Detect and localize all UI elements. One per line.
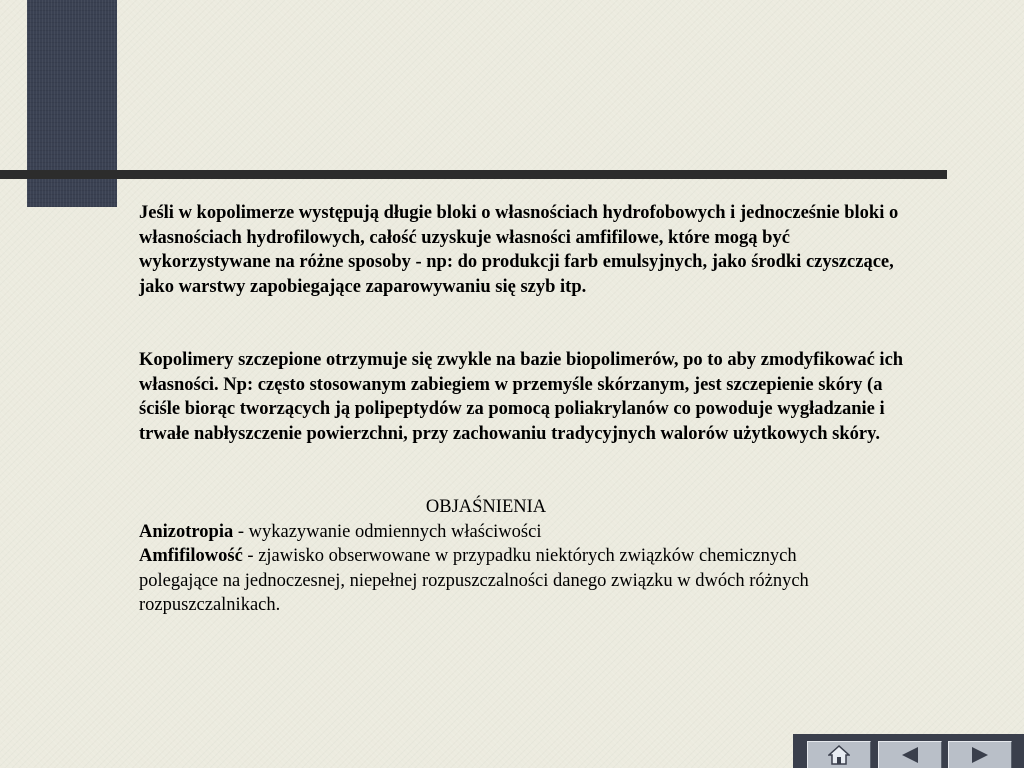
paragraph-amphiphilic-copolymers: Jeśli w kopolimerze występują długie bloki o własnościach hydrofobowych i jednocześnie bloki o własnościach hydrofilowych, całość uzyskuje własności amfifilowe, które mogą być wykorzystywane na różne sposoby - np: do produkcji farb emulsyjnych, jako środki czyszczące, jako warstwy zapobiegające zaparowywaniu się szyb itp. xyxy=(139,203,899,297)
explanations-heading: OBJAŚNIENIA xyxy=(425,497,547,517)
home-button[interactable] xyxy=(807,741,871,768)
triangle-left-icon xyxy=(900,745,920,765)
triangle-right-icon xyxy=(970,745,990,765)
explanation-item-anisotropy xyxy=(139,520,919,545)
paragraph-graft-copolymers: Kopolimery szczepione otrzymuje się zwykle na bazie biopolimerów, po to aby zmodyfikować ich własności. Np: często stosowanym zabiegiem w przemyśle skórzanym, jest szczepienie skóry (a ściśle biorąc tworzących ją polipeptydów za pomocą poliakrylanów co powoduje wygładzanie i trwałe nabłyszczenie powierzchni, przy zachowaniu tradycyjnych walorów użytkowych skóry. xyxy=(139,350,904,444)
next-slide-button[interactable] xyxy=(948,741,1012,768)
explanation-item-amphiphilicity xyxy=(139,544,829,618)
explanations-section xyxy=(139,495,919,618)
horizontal-rule xyxy=(0,170,947,179)
slide-content xyxy=(139,201,919,618)
explanation-definition: - wykazywanie odmiennych właściwości xyxy=(233,521,542,542)
home-icon xyxy=(828,745,850,765)
previous-slide-button[interactable] xyxy=(878,741,942,768)
explanation-term: Anizotropia xyxy=(139,521,234,542)
explanation-definition: - zjawisko obserwowane w przypadku niektórych związków chemicznych polegające na jednoczesnej, niepełnej rozpuszczalności danego związku w dwóch różnych rozpuszczalnikach. xyxy=(139,546,809,615)
explanation-term: Amfifilowość xyxy=(139,546,243,566)
